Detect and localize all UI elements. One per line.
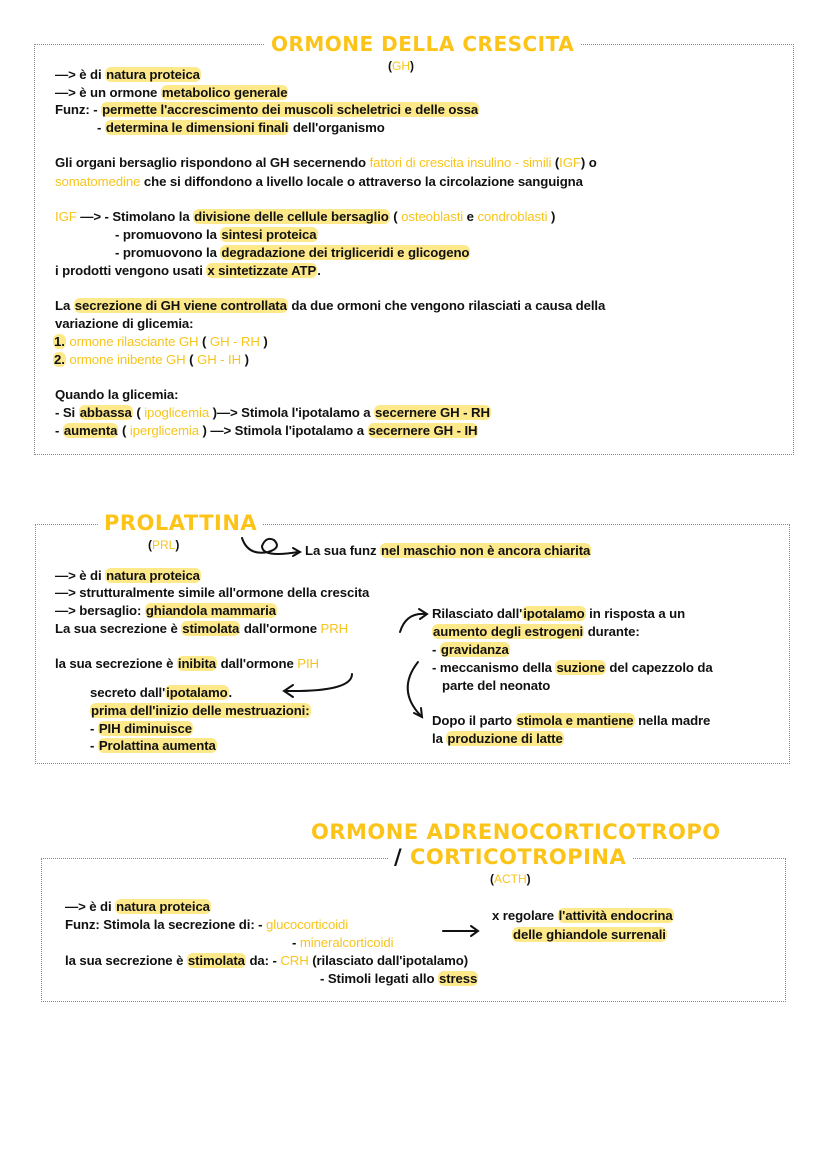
abbr-text: PRL <box>152 538 176 552</box>
highlighted-text: degradazione dei trigliceridi e glicogeno <box>221 245 470 260</box>
text: durante: <box>584 624 640 639</box>
highlighted-text: natura proteica <box>116 899 210 914</box>
highlighted-text: aumento degli estrogeni <box>433 624 584 639</box>
text: del capezzolo da <box>605 660 713 675</box>
text-line <box>442 677 550 695</box>
text: —> strutturalmente simile all'ormone della crescita <box>55 585 370 600</box>
text-line <box>90 684 232 702</box>
text-line <box>90 720 193 738</box>
text: - <box>90 738 98 753</box>
text: ) <box>547 209 556 224</box>
text: Funz: - <box>55 102 102 117</box>
highlighted-text: Prolattina aumenta <box>98 738 216 753</box>
text: variazione di glicemia: <box>55 316 194 331</box>
text: ) —> Stimola l'ipotalamo a <box>198 423 368 438</box>
highlighted-text: PIH diminuisce <box>98 721 192 736</box>
highlighted-text: l'attività endocrina <box>558 908 673 923</box>
yellow-term: PIH <box>297 656 319 671</box>
text: ( <box>185 352 198 367</box>
text: )—> Stimola l'ipotalamo a <box>209 405 375 420</box>
yellow-term: ormone inibente GH <box>65 352 186 367</box>
text: La sua secrezione è <box>55 621 182 636</box>
text: —> bersaglio: <box>55 603 145 618</box>
text: - meccanismo della <box>432 660 556 675</box>
text: . <box>228 685 233 700</box>
highlighted-text: delle ghiandole surrenali <box>513 927 666 942</box>
acth-abbr <box>490 872 531 886</box>
highlighted-text: aumenta <box>63 423 118 438</box>
paren: ) <box>175 538 180 552</box>
text: ) o <box>580 155 597 170</box>
text: - <box>90 721 98 736</box>
paren: ( <box>388 59 392 73</box>
text-line <box>432 641 510 659</box>
text: ) <box>241 352 249 367</box>
highlighted-text: inibita <box>177 656 217 671</box>
yellow-term: fattori di crescita insulino - simili <box>369 155 552 170</box>
text: Quando la glicemia: <box>55 387 179 402</box>
yellow-term: mineralcorticoidi <box>299 935 394 950</box>
yellow-term: GH - RH <box>209 334 260 349</box>
text: che si diffondono a livello locale o attraverso la circolazione sanguigna <box>140 174 583 189</box>
section-acth-title-1: ORMONE ADRENOCORTICOTROPO <box>311 820 721 844</box>
highlighted-text: determina le dimensioni finali <box>105 120 289 135</box>
yellow-term: CRH <box>280 953 309 968</box>
highlighted-text: permette l'accrescimento dei muscoli scheletrici e delle ossa <box>102 102 479 117</box>
yellow-term: PRH <box>320 621 349 636</box>
text: nella madre <box>634 713 711 728</box>
text: la <box>432 731 447 746</box>
text: —> - Stimolano la <box>76 209 194 224</box>
highlighted-text: stimolata <box>182 621 240 636</box>
text-line <box>432 730 564 748</box>
text: ( <box>118 423 130 438</box>
yellow-term: somatomedine <box>55 174 141 189</box>
highlighted-text: suzione <box>556 660 605 675</box>
text-line <box>432 712 710 730</box>
text: la sua secrezione è <box>55 656 177 671</box>
text-line <box>90 702 311 720</box>
highlighted-text: stimolata <box>187 953 245 968</box>
highlighted-text: natura proteica <box>106 568 200 583</box>
highlighted-text: 2. <box>54 352 65 367</box>
highlighted-text: abbassa <box>79 405 132 420</box>
yellow-term: condroblasti <box>477 209 548 224</box>
text-line <box>55 620 348 638</box>
highlighted-text: ghiandola mammaria <box>145 603 276 618</box>
text-line <box>55 602 277 620</box>
yellow-term: ormone rilasciante GH <box>65 334 199 349</box>
highlighted-text: secernere GH - IH <box>368 423 478 438</box>
text-line <box>65 898 211 916</box>
text: ( <box>132 405 145 420</box>
paren: ) <box>410 59 414 73</box>
text: la sua secrezione è <box>65 953 187 968</box>
text: Gli organi bersaglio rispondono al GH secernendo <box>55 155 370 170</box>
highlighted-text: produzione di latte <box>447 731 563 746</box>
text: - promuovono la <box>115 245 221 260</box>
text-line <box>55 655 319 673</box>
text: ( <box>551 155 560 170</box>
text: - promuovono la <box>115 227 221 242</box>
highlighted-text: stress <box>438 971 478 986</box>
text-line <box>432 659 713 677</box>
text: dall'ormone <box>240 621 321 636</box>
text: La sua funz <box>305 543 381 558</box>
yellow-term: glucocorticoidi <box>266 917 349 932</box>
text-line <box>492 907 674 925</box>
text: - <box>292 935 300 950</box>
text: ) <box>259 334 268 349</box>
text: La <box>55 298 74 313</box>
text: Rilasciato dall' <box>432 606 523 621</box>
text: —> è di <box>65 899 116 914</box>
text: secreto dall' <box>90 685 166 700</box>
yellow-term: ipoglicemia <box>144 405 210 420</box>
text: —> è un ormone <box>55 85 161 100</box>
section-prl-title: PROLATTINA <box>98 511 263 535</box>
text: ( <box>198 334 210 349</box>
highlighted-text: prima dell'inizio delle mestruazioni: <box>91 703 310 718</box>
paren: ) <box>526 872 531 886</box>
text: in risposta a un <box>585 606 686 621</box>
text: - <box>97 120 105 135</box>
abbr-text: ACTH <box>494 872 527 886</box>
text-line <box>65 916 348 934</box>
highlighted-text: metabolico generale <box>161 85 288 100</box>
text-line <box>55 584 369 602</box>
highlighted-text: natura proteica <box>106 67 200 82</box>
text: parte del neonato <box>442 678 551 693</box>
yellow-term: IGF <box>559 155 581 170</box>
text: da due ormoni che vengono rilasciati a causa della <box>287 298 606 313</box>
yellow-term: iperglicemia <box>129 423 199 438</box>
text: - Stimoli legati allo <box>320 971 438 986</box>
text: ( <box>389 209 402 224</box>
title-text: CORTICOTROPINA <box>409 845 627 869</box>
highlighted-text: secernere GH - RH <box>375 405 490 420</box>
text: i prodotti vengono usati <box>55 263 207 278</box>
paren: ( <box>148 538 152 552</box>
text: dell'organismo <box>289 120 385 135</box>
text-line <box>55 567 201 585</box>
section-acth-title-2 <box>388 845 632 869</box>
text-line <box>305 542 591 560</box>
text: dall'ormone <box>217 656 298 671</box>
text: . <box>317 263 321 278</box>
text-line <box>432 623 640 641</box>
text: (rilasciato dall'ipotalamo) <box>308 953 468 968</box>
text: da: - <box>245 953 281 968</box>
text-line <box>292 934 393 952</box>
text: e <box>463 209 478 224</box>
highlighted-text: nel maschio non è ancora chiarita <box>381 543 591 558</box>
highlighted-text: secrezione di GH viene controllata <box>74 298 287 313</box>
highlighted-text: x sintetizzate ATP <box>207 263 317 278</box>
highlighted-text: 1. <box>54 334 65 349</box>
highlighted-text: ipotalamo <box>166 685 228 700</box>
highlighted-text: ipotalamo <box>523 606 585 621</box>
text: Dopo il parto <box>432 713 516 728</box>
text: Funz: Stimola la secrezione di: - <box>65 917 267 932</box>
yellow-term: IGF <box>55 209 77 224</box>
text-line <box>65 952 468 970</box>
yellow-term: osteoblasti <box>401 209 464 224</box>
text: —> è di <box>55 568 106 583</box>
section-gh-title: ORMONE DELLA CRESCITA <box>265 32 580 56</box>
text: - <box>55 423 63 438</box>
text: x regolare <box>492 908 558 923</box>
text-line <box>512 926 667 944</box>
highlighted-text: divisione delle cellule bersaglio <box>194 209 389 224</box>
text-line <box>320 970 478 988</box>
text: —> è di <box>55 67 106 82</box>
text-line <box>90 737 217 755</box>
highlighted-text: gravidanza <box>440 642 509 657</box>
text-line <box>432 605 685 623</box>
text: - Si <box>55 405 79 420</box>
abbr-text: GH <box>392 59 410 73</box>
highlighted-text: sintesi proteica <box>221 227 317 242</box>
paren: ( <box>490 872 494 886</box>
yellow-term: GH - IH <box>197 352 242 367</box>
text: - <box>432 642 440 657</box>
title-slash: / <box>394 845 403 869</box>
highlighted-text: stimola e mantiene <box>516 713 634 728</box>
